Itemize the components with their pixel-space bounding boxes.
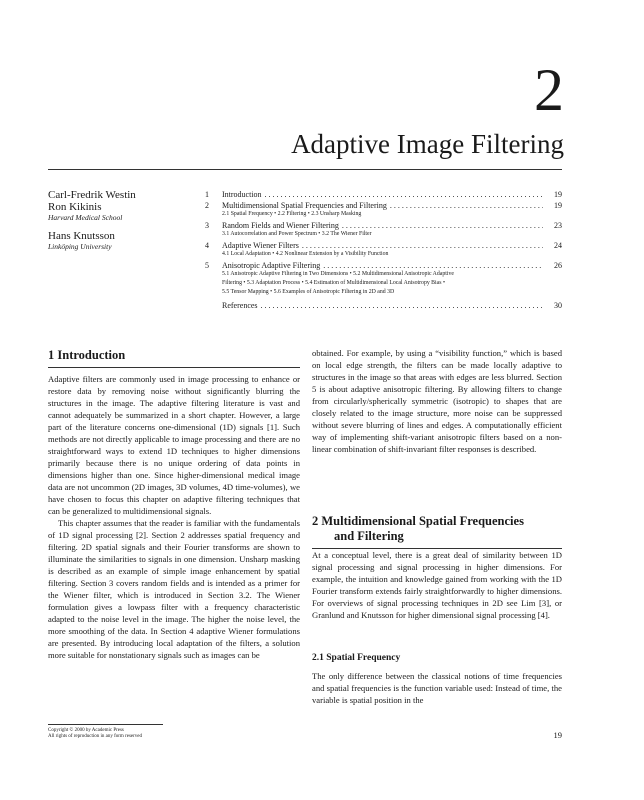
right-column-text xyxy=(312,347,562,455)
section-heading: and Filtering xyxy=(334,529,404,543)
toc-entry[interactable]: 4 Adaptive Wiener Filters . . . 24 xyxy=(205,240,562,251)
subsection-heading: 2.1 Spatial Frequency xyxy=(312,653,401,663)
section-2 xyxy=(312,514,562,549)
author-block xyxy=(48,189,136,251)
toc-entry[interactable]: 5 Anisotropic Adaptive Filtering . . . 26 xyxy=(205,260,562,271)
paragraph: Adaptive filters are commonly used in image processing to enhance or restore data by removing noise without significantly blurring the structures in the image. The adaptive filtering literature is vast and cannot adequately be summarized in a short chapter. However, a large part of the literature concerns one-dimensional (1D) signals [1]. Such methods are not directly applicable to image processing and there are no straightforward ways to extend 1D techniques to higher dimensions primarily because there is no unique ordering of data points in dimensions higher than one. Since higher-dimensional medical image data are not uncommon (2D images, 3D volumes, 4D time-volumes), we have chosen to focus this chapter on adaptive filtering techniques that can be generalized to multidimensional signals. xyxy=(48,374,300,516)
chapter-title: Adaptive Image Filtering xyxy=(291,129,564,159)
left-column-text xyxy=(48,373,300,661)
footer-rule xyxy=(48,724,163,725)
toc-entry[interactable]: 1 Introduction . . . 19 xyxy=(205,189,562,200)
section-2-text xyxy=(312,549,562,621)
author-affiliation: Linköping University xyxy=(48,242,112,251)
copyright-notice: Copyright © 2000 by Academic Press All rights of reproduction in any form reserved xyxy=(48,728,143,739)
toc-entry[interactable]: References . . . 30 xyxy=(205,300,562,311)
paragraph: At a conceptual level, there is a great deal of similarity between 1D signal processing and signal processing in higher dimensions. For example, the intuition and knowledge gained from working with the 1D Fourier transform extends fairly straightforwardly to higher dimensions. For overviews of signal processing techniques in 2D see Lim [3], or Granlund and Knutsson for higher dimensional signal processing [4]. xyxy=(312,550,562,620)
header-rule xyxy=(48,169,562,170)
toc-subentries: 5.1 Anisotropic Adaptive Filtering in Two Dimensions • 5.2 Multidimensional Anisotropic Adaptive Filtering • 5.3 Adaptation Process • 5.4 Estimation of Multidimensional Local Anisotropy Bias • 5.5 Tensor Mapping • 5.6 Examples of Anisotropic Filtering in 2D and 3D xyxy=(222,271,454,295)
author-affiliation: Harvard Medical School xyxy=(48,213,123,222)
section-heading: 1 Introduction xyxy=(48,348,126,362)
page-number: 19 xyxy=(553,730,562,740)
heading-rule xyxy=(48,367,300,368)
paragraph: obtained. For example, by using a “visibility function,” which is based on local edge strength, the filters can be made locally adaptive to structures in the image so that areas with edges are less blurred. Section 5 is about adaptive anisotropic filtering. By allowing filters to change from circularly/spherically symmetric (isotropic) to shapes that are closely related to the image structure, more noise can be suppressed without severe blurring of lines and edges. A computationally efficient way of implementing shift-variant anisotropic filters based on a non-linear combination of shift-invariant filter responses is described. xyxy=(312,348,562,454)
author-name: Carl-Fredrik Westin xyxy=(48,189,136,201)
chapter-number: 2 xyxy=(534,57,564,123)
toc-subentries: 4.1 Local Adaptation • 4.2 Nonlinear Extension by a Visibility Function xyxy=(222,251,389,257)
toc-entry[interactable]: 3 Random Fields and Wiener Filtering . . . 23 xyxy=(205,220,562,231)
author-name: Hans Knutsson xyxy=(48,230,115,242)
author-name: Ron Kikinis xyxy=(48,201,102,213)
toc-entry[interactable]: 2 Multidimensional Spatial Frequencies and Filtering . . . 19 xyxy=(205,200,562,211)
toc-subentries: 3.1 Autocorrelation and Power Spectrum • 3.2 The Wiener Filter xyxy=(222,231,372,237)
toc-subentries: 2.1 Spatial Frequency • 2.2 Filtering • 2.3 Unsharp Masking xyxy=(222,211,362,217)
table-of-contents xyxy=(205,189,562,311)
paragraph: The only difference between the classical notions of time frequencies and spatial frequencies is the function variable used: Instead of time, the variable is spatial position in the xyxy=(312,671,562,705)
section-1 xyxy=(48,348,300,368)
section-2-1-text xyxy=(312,670,562,706)
paragraph: This chapter assumes that the reader is familiar with the fundamentals of 1D signal processing [2]. Section 2 addresses spatial frequency and filtering. 2D spatial signals and their Fourier transforms are shown to illuminate the similarities to signals in one dimension. Unsharp masking is described as an example of simple image enhancement by spatial filtering. Section 3 covers random fields and is intended as a primer for the Wiener filter, which is introduced in Section 3.2. The Wiener formulation gives a lowpass filter with a frequency characteristic adapted to the noise level in the image. The higher the noise level, the more smoothing of the data. In Section 4 adaptive Wiener formulations are presented. By introducing local adaptation of the filters, a solution more suitable for nonstationary signals such as images can be xyxy=(48,518,300,660)
section-heading: 2 Multidimensional Spatial Frequencies xyxy=(312,514,524,528)
